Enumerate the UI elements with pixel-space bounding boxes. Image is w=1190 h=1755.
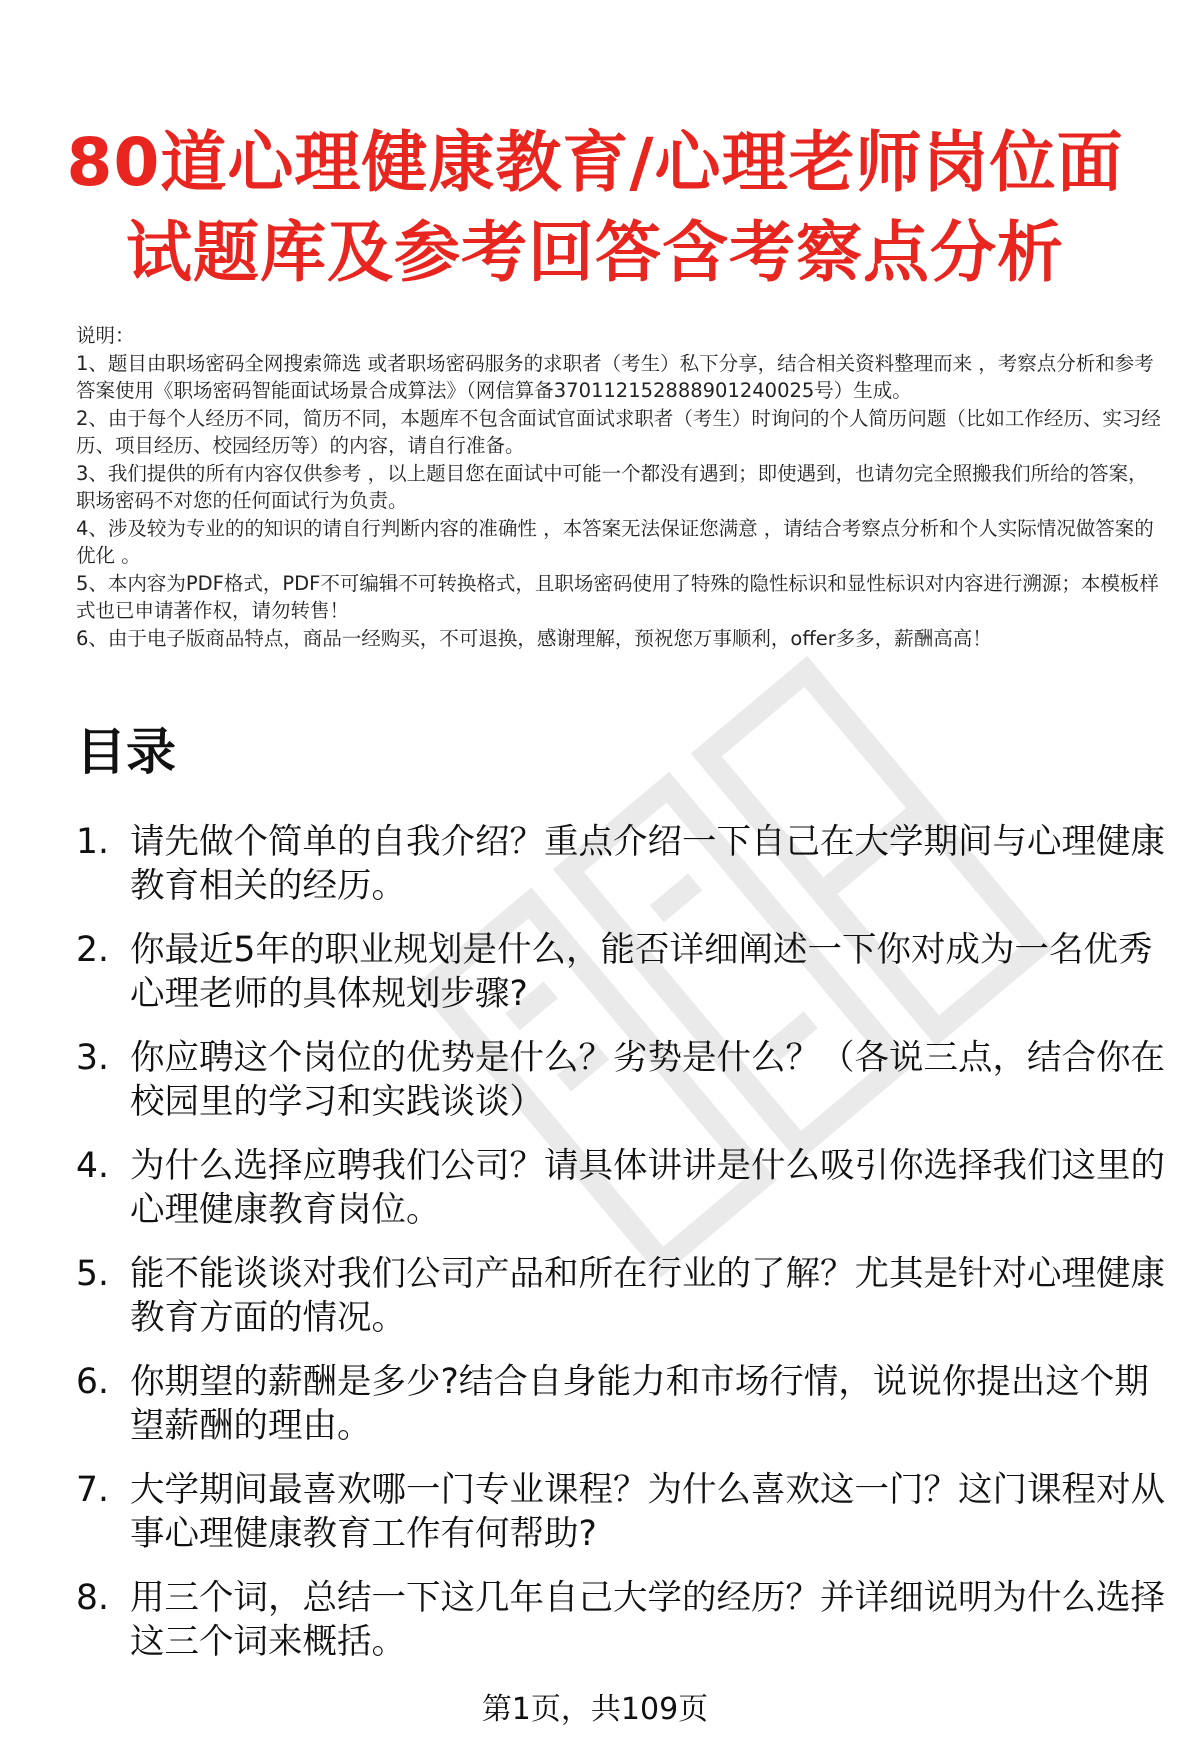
toc-item-number: 2. [76, 930, 109, 970]
page-footer: 第1页，共109页 [481, 1692, 709, 1727]
toc-item-text: 大学期间最喜欢哪一门专业课程？为什么喜欢这一门？这门课程对从事心理健康教育工作有何帮助? [130, 1470, 1165, 1554]
toc-item-number: 7. [76, 1470, 109, 1510]
toc-item[interactable] [76, 1576, 1166, 1664]
note-item: 5、本内容为PDF格式，PDF不可编辑不可转换格式，且职场密码使用了特殊的隐性标识和显性标识对内容进行溯源；本模板样式也已申请著作权，请勿转售！ [76, 571, 1159, 622]
toc-item[interactable] [76, 1468, 1166, 1556]
toc-item-number: 8. [76, 1578, 109, 1618]
toc-heading: 目录 [76, 723, 176, 781]
toc-item[interactable] [76, 1360, 1166, 1448]
toc-item[interactable] [76, 820, 1166, 908]
toc-item-number: 6. [76, 1362, 109, 1402]
toc-item[interactable] [76, 1036, 1166, 1124]
toc-item-text: 能不能谈谈对我们公司产品和所在行业的了解？尤其是针对心理健康教育方面的情况。 [130, 1254, 1165, 1338]
toc-item-number: 4. [76, 1146, 109, 1186]
toc-item-number: 3. [76, 1038, 109, 1078]
toc-item[interactable] [76, 1252, 1166, 1340]
toc-item[interactable] [76, 1144, 1166, 1232]
toc-item-number: 5. [76, 1254, 109, 1294]
note-item: 3、我们提供的所有内容仅供参考 ，以上题目您在面试中可能一个都没有遇到；即使遇到，也请勿完全照搬我们所给的答案，职场密码不对您的任何面试行为负责。 [76, 461, 1148, 512]
toc-list [76, 820, 1166, 1684]
toc-item-number: 1. [76, 822, 109, 862]
notes-heading: 说明： [76, 324, 135, 347]
note-item: 2、由于每个人经历不同，简历不同，本题库不包含面试官面试求职者（考生）时询问的个人简历问题（比如工作经历、实习经历、项目经历、校园经历等）的内容，请自行准备。 [76, 406, 1161, 457]
notes-section [76, 322, 1166, 652]
toc-item-text: 用三个词，总结一下这几年自己大学的经历？并详细说明为什么选择这三个词来概括。 [130, 1578, 1165, 1662]
note-item: 6、由于电子版商品特点，商品一经购买，不可退换，感谢理解，预祝您万事顺利，offer多多，薪酬高高！ [76, 626, 992, 650]
toc-item[interactable] [76, 928, 1166, 1016]
toc-item-text: 你期望的薪酬是多少?结合自身能力和市场行情，说说你提出这个期望薪酬的理由。 [130, 1362, 1149, 1446]
toc-item-text: 你最近5年的职业规划是什么，能否详细阐述一下你对成为一名优秀心理老师的具体规划步骤? [130, 930, 1153, 1014]
toc-item-text: 你应聘这个岗位的优势是什么？劣势是什么？（各说三点，结合你在校园里的学习和实践谈谈） [130, 1038, 1165, 1122]
note-item: 1、题目由职场密码全网搜索筛选 或者职场密码服务的求职者（考生）私下分享，结合相关资料整理而来 ，考察点分析和参考答案使用《职场密码智能面试场景合成算法》（网信算备370112152888901240025号）生成。 [76, 351, 1154, 402]
toc-item-text: 为什么选择应聘我们公司？请具体讲讲是什么吸引你选择我们这里的心理健康教育岗位。 [130, 1146, 1165, 1230]
toc-item-text: 请先做个简单的自我介绍？重点介绍一下自己在大学期间与心理健康教育相关的经历。 [130, 822, 1165, 906]
document-title: 80道心理健康教育/心理老师岗位面试题库及参考回答含考察点分析 [66, 124, 1124, 291]
note-item: 4、涉及较为专业的的知识的请自行判断内容的准确性 ，本答案无法保证您满意 ，请结合考察点分析和个人实际情况做答案的优化 。 [76, 516, 1154, 567]
